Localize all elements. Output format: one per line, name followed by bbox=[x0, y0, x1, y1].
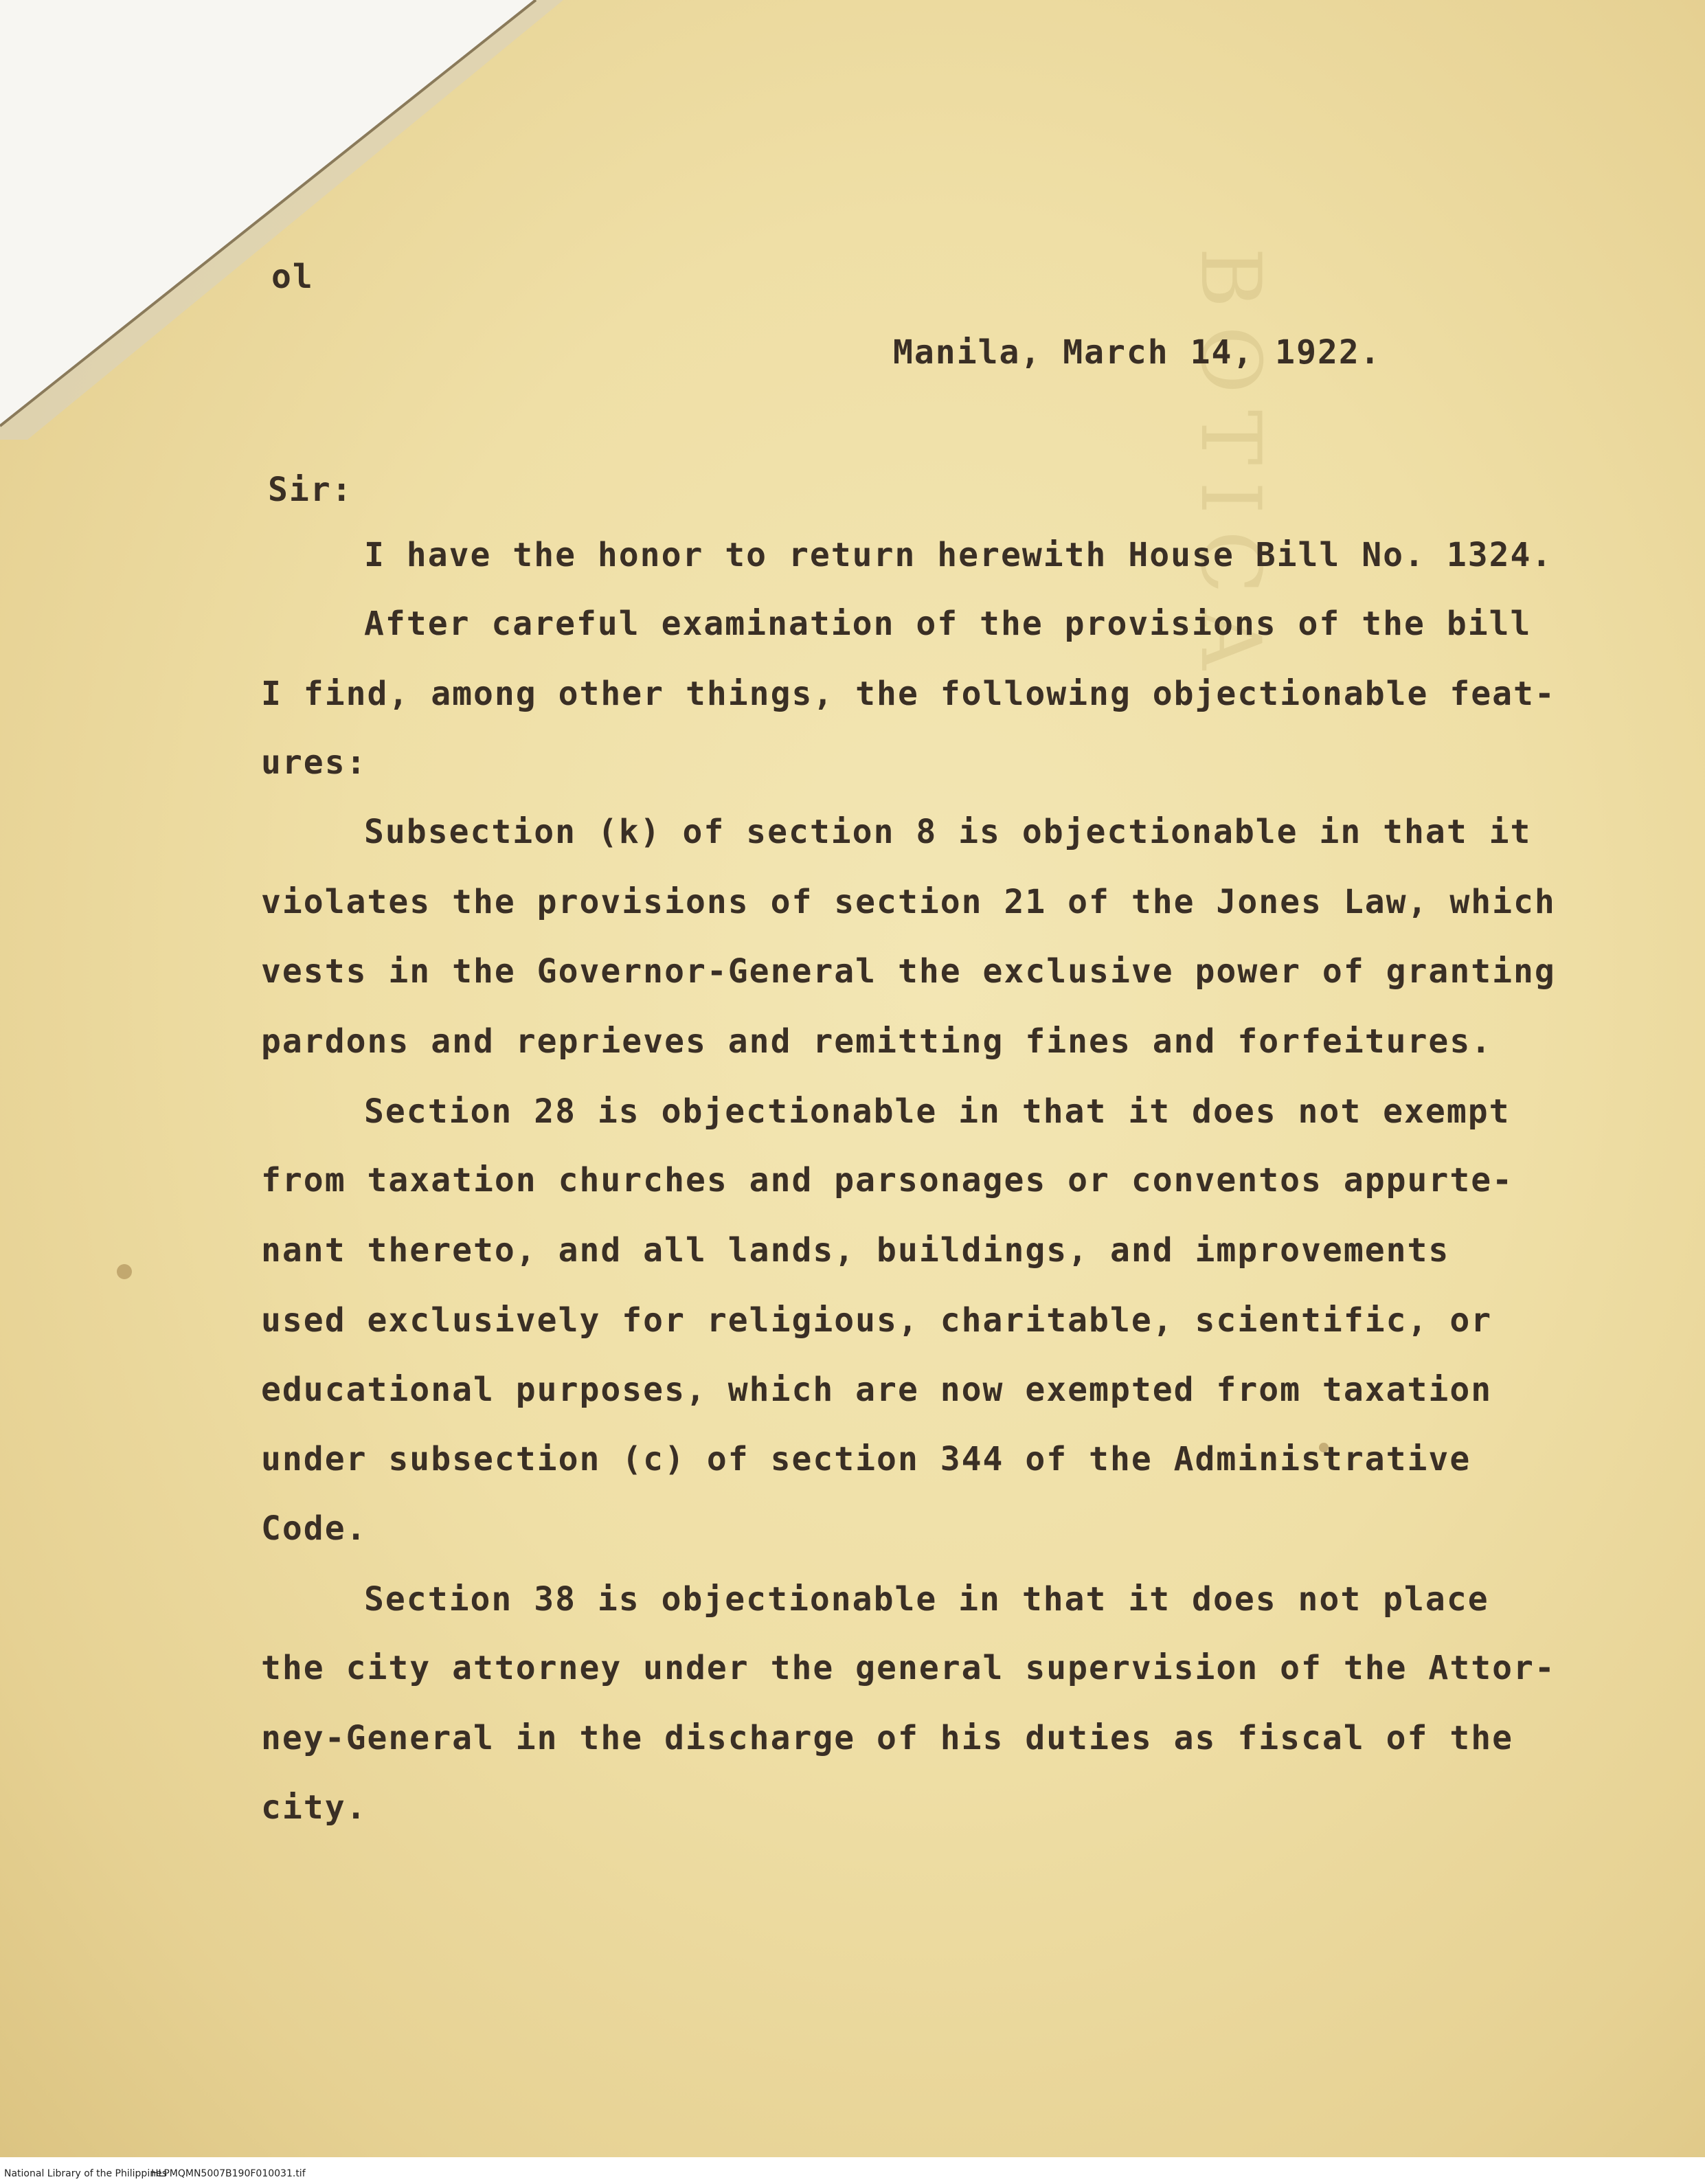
stain-spot bbox=[117, 1264, 132, 1279]
body-line: ney-General in the discharge of his duties as fiscal of the bbox=[261, 1719, 1514, 1757]
body-line: educational purposes, which are now exempted from taxation bbox=[261, 1371, 1493, 1409]
footer-institution: National Library of the Philippines bbox=[4, 2168, 167, 2179]
body-line: city. bbox=[261, 1788, 368, 1827]
embossed-stamp: BOTICA bbox=[1182, 247, 1278, 686]
body-line: I find, among other things, the following objectionable feat- bbox=[261, 675, 1556, 713]
body-line: After careful examination of the provisions of the bill bbox=[364, 605, 1532, 643]
body-line: under subsection (c) of section 344 of the Administrative bbox=[261, 1440, 1471, 1478]
initials: ol bbox=[271, 258, 314, 296]
body-line: nant thereto, and all lands, buildings, and improvements bbox=[261, 1231, 1450, 1270]
body-line: violates the provisions of section 21 of the Jones Law, which bbox=[261, 883, 1556, 921]
body-line: Section 28 is objectionable in that it does not exempt bbox=[364, 1092, 1511, 1131]
footer-file-id: HLPMQMN5007B190F010031.tif bbox=[151, 2168, 306, 2179]
body-line: vests in the Governor-General the exclusive power of granting bbox=[261, 952, 1556, 991]
dateline: Manila, March 14, 1922. bbox=[893, 333, 1381, 372]
salutation: Sir: bbox=[268, 471, 353, 509]
body-line: the city attorney under the general supervision of the Attor- bbox=[261, 1649, 1556, 1687]
body-line: Code. bbox=[261, 1509, 368, 1548]
body-line: from taxation churches and parsonages or conventos appurte- bbox=[261, 1161, 1514, 1200]
body-line: used exclusively for religious, charitable, scientific, or bbox=[261, 1301, 1493, 1340]
body-line: I have the honor to return herewith House Bill No. 1324. bbox=[364, 536, 1553, 574]
folded-corner bbox=[0, 0, 563, 440]
scan-footer bbox=[0, 2164, 1705, 2184]
body-line: pardons and reprieves and remitting fines and forfeitures. bbox=[261, 1022, 1493, 1061]
body-line: Section 38 is objectionable in that it does not place bbox=[364, 1580, 1489, 1619]
body-line: Subsection (k) of section 8 is objectionable in that it bbox=[364, 813, 1532, 851]
body-line: ures: bbox=[261, 743, 368, 782]
